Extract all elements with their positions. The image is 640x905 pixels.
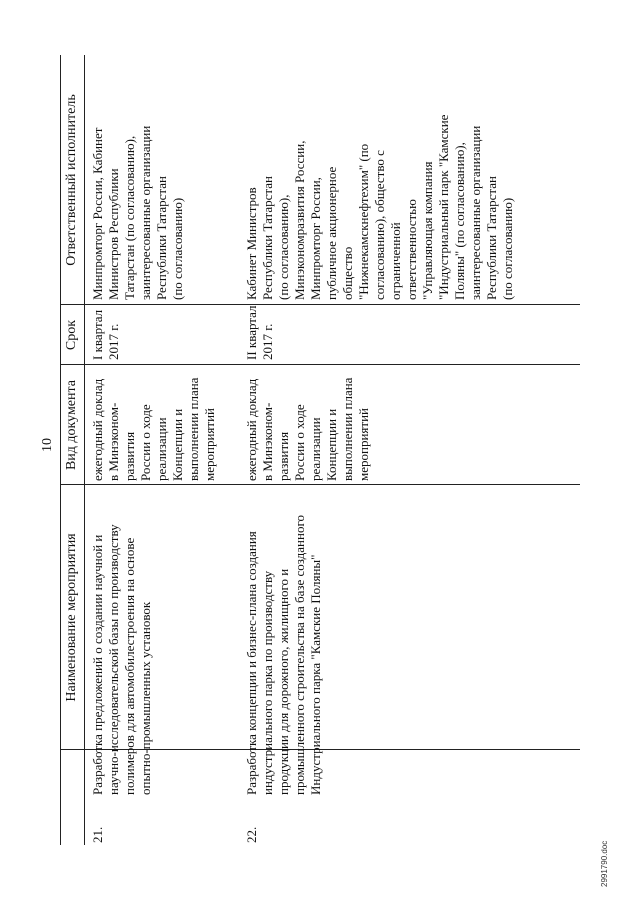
file-code: 2991790.doc xyxy=(600,840,609,887)
row-number: 22. xyxy=(244,826,259,843)
table-header-border xyxy=(84,55,85,845)
column-divider-name xyxy=(60,484,580,485)
row-doc: ежегодный доклад в Минэконом- развития России о ходе реализации Концепции и выполнении плана мероприятий xyxy=(244,377,371,481)
header-doc: Вид документа xyxy=(64,379,79,471)
header-term: Срок xyxy=(64,319,79,351)
row-name: Разработка предложений о создании научной и научно-исследовательской базы по производству полимеров для автомобилестроения на основе опытно-промышленных установок xyxy=(90,524,153,795)
row-doc: ежегодный доклад в Минэконом- развития России о ходе реализации Концепции и выполнении плана мероприятий xyxy=(90,377,217,481)
page-number: 10 xyxy=(40,438,55,452)
table-top-border xyxy=(60,55,61,845)
column-divider-term xyxy=(60,304,580,305)
header-name: Наименование мероприятия xyxy=(64,533,79,702)
row-term: II квартал 2017 г. xyxy=(244,305,275,360)
column-divider-doc xyxy=(60,364,580,365)
row-name: Разработка концепции и бизнес-плана создания индустриального парка по производству продукции для дорожного, жилищного и промышленного строительства на базе созданного Индустриального парка "Камские Поляны" xyxy=(244,515,323,795)
header-executor: Ответственный исполнитель xyxy=(64,94,79,266)
row-number: 21. xyxy=(90,826,105,843)
row-executor: Кабинет Министров Республики Татарстан (по согласованию), Минэкономразвития России, Минпромторг России, публичное акционерное общество "Нижнекамскнефтехим" (по согласованию), общество с ограниченной ответственностью "Управляющая компания "Индустриальный парк "Камские Поляны" (по согласованию), заинтересованные организации Республики Татарстан (по согласованию) xyxy=(244,114,515,300)
row-executor: Минпромторг России, Кабинет Министров Республики Татарстан (по согласованию), заинтересованные организации Республики Татарстан (по согласованию) xyxy=(90,125,185,300)
row-term: I квартал 2017 г. xyxy=(90,309,121,360)
